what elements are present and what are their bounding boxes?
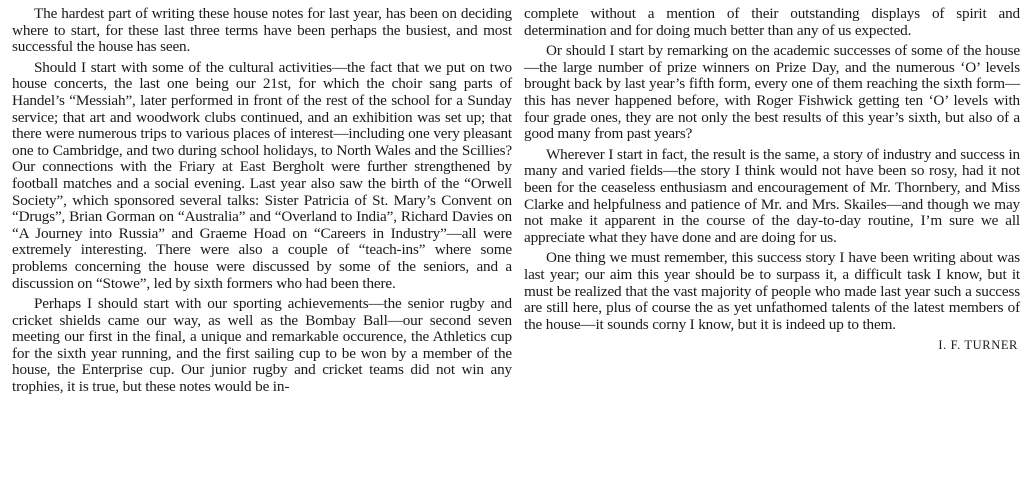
author-signature: I. F. TURNER: [938, 338, 1018, 353]
paragraph-cultural-activities: Should I start with some of the cultural activities—the fact that we put on two house concerts, the last one being our 21st, for which the choir sang parts of Handel’s “Messiah”, later performed in front of the rest of the school for a Sunday service; that art and woodwork clubs continued, and an exhibition was set up; that there were numerous trips to various places of interest—including one very pleasant one to Cambridge, and two during school holidays, to North Wales and the Scillies? Our connections with the Friary at East Bergholt were further strengthened by football matches and a social evening. Last year also saw the birth of the “Orwell Society”, which sponsored several talks: Sister Patricia of St. Mary’s Convent on “Drugs”, Brian Gorman on “Australia” and “Overland to India”, Richard Davies on “A Journey into Russia” and Graeme Hoad on “Careers in Industry”—all were extremely interesting. There were also a couple of “teach-ins” where some problems concerning the house were discussed by some of the seniors, and a discussion on “Stowe”, led by sixth formers who had been there.: [12, 58, 512, 292]
right-column: [524, 6, 1020, 354]
paragraph-intro: The hardest part of writing these house notes for last year, has been on deciding where to start, for these last three terms have been perhaps the busiest, and most successful the house has seen.: [12, 5, 512, 56]
paragraph-academic-successes: Or should I start by remarking on the academic successes of some of the house—the large number of prize winners on Prize Day, and the numerous ‘O’ levels brought back by last year’s fifth form, every one of them reaching the sixth form—this has never happened before, with Roger Fishwick getting ten ‘O’ levels with four grade ones, they are not only the best results of this year’s sixth, but also of a good many from past years?: [524, 42, 1020, 143]
left-column: [12, 6, 512, 400]
paragraph-wherever-i-start: Wherever I start in fact, the result is the same, a story of industry and success in many and varied fields—the story I think would not have been so rosy, had it not been for the ceaseless enthusiasm and encouragement of Mr. Thornbery, and Miss Clarke and helpfulness and patience of Mr. and Mrs. Skailes—and though we may not make it apparent in the course of the day-to-day routine, I’m sure we all appreciate what they have done and are doing for us.: [524, 145, 1020, 246]
paragraph-sporting-achievements: Perhaps I should start with our sporting achievements—the senior rugby and cricket shields came our way, as well as the Bombay Ball—our second seven meeting our first in the final, a unique and remarkable occurence, the Athletics cup for the sixth year running, and the first sailing cup to be won by a member of the house, the Enterprise cup. Our junior rugby and cricket teams did not win any trophies, it is true, but these notes would be in-: [12, 295, 512, 396]
paragraph-one-thing: One thing we must remember, this success story I have been writing about was last year; our aim this year should be to surpass it, a difficult task I know, but it must be realized that the vast majority of people who made last year such a success are still here, plus of course the as yet unfathomed talents of the latest members of the house—it sounds corny I know, but it is indeed up to them.: [524, 249, 1020, 333]
paragraph-continuation: complete without a mention of their outstanding displays of spirit and determination and for doing much better than any of us expected.: [524, 5, 1020, 39]
